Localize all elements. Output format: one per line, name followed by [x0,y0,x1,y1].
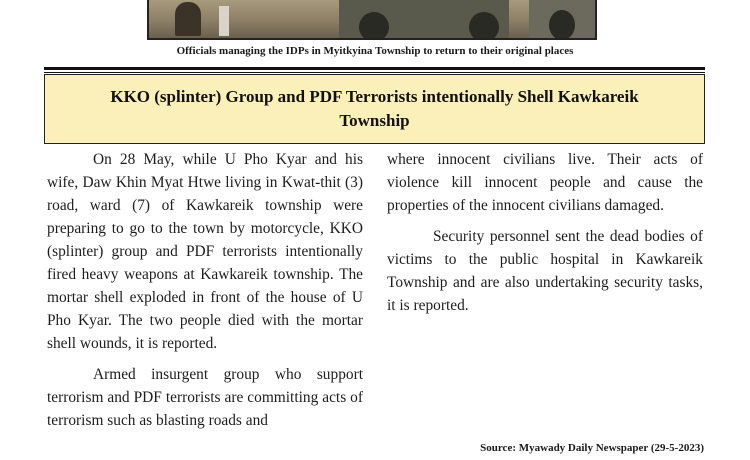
photo-wheel [549,10,575,40]
article-headline: KKO (splinter) Group and PDF Terrorists intentionally Shell Kawkareik Township [110,87,639,130]
paragraph: Security personnel sent the dead bodies of victims to the public hospital in Kawkareik Township and are also undertaking security tasks, it is reported. [387,228,703,314]
headline-box [44,74,705,144]
paragraph: where innocent civilians live. Their acts of violence kill innocent people and cause the properties of the innocent civilians damaged. [387,151,703,214]
photo-wheel [469,12,499,40]
paragraph: Armed insurgent group who support terrorism and PDF terrorists are committing acts of terrorism such as blasting roads and [47,366,363,429]
photo-person [219,6,229,36]
article-column-left [47,148,363,432]
paragraph: On 28 May, while U Pho Kyar and his wife, Daw Khin Myat Htwe living in Kwat-thit (3) road, ward (7) of Kawkareik township were preparing to go to the town by motorcycle, KKO (splinter) group and PDF terrorists intentionally fired heavy weapons at Kawkareik township. The mortar shell exploded in front of the house of U Pho Kyar. The two people died with the mortar shell wounds, it is reported. [47,151,363,352]
divider-rule [44,72,705,73]
divider-rule [44,67,705,70]
source-credit: Source: Myawady Daily Newspaper (29-5-2023) [480,442,704,454]
article-column-right [387,148,703,317]
news-photo [147,0,597,40]
photo-person [175,2,201,36]
photo-caption: Officials managing the IDPs in Myitkyina Township to return to their original places [176,45,574,57]
photo-wheel [359,12,389,40]
